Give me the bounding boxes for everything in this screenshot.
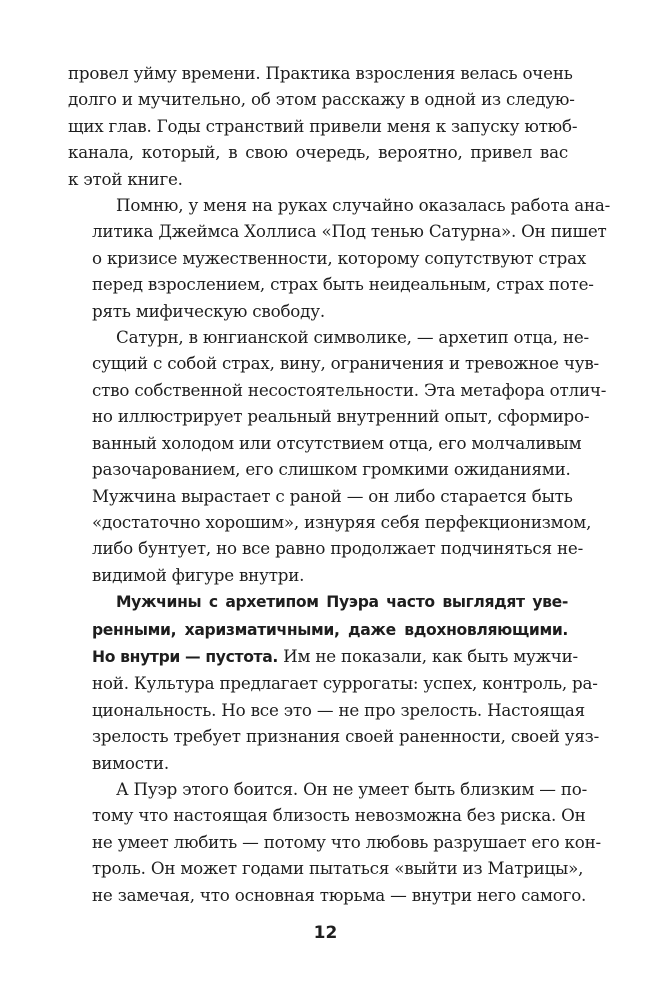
bold-text: ренными, харизматичными, даже вдохновляющими.	[92, 620, 568, 639]
paragraph-5	[68, 776, 601, 908]
text-line	[68, 643, 578, 670]
text-line: вимости.	[92, 752, 169, 773]
bold-text: Мужчины с архетипом Пуэра часто выглядят уве-	[116, 593, 568, 612]
text-line: литика Джеймса Холлиса «Под тенью Сатурна». Он пишет	[92, 221, 607, 242]
text-line: Сатурн, в юнгианской символике, — архетип отца, не-	[116, 327, 589, 348]
text-line: либо бунтует, но все равно продолжает подчиняться не-	[92, 538, 584, 559]
regular-text: Им не показали, как быть мужчи-	[278, 645, 578, 666]
text-line: о кризисе мужественности, которому сопутствуют страх	[92, 247, 587, 268]
text-line: канала, который, в свою очередь, вероятно, привел вас	[68, 142, 568, 163]
text-line: провел уйму времени. Практика взросления велась очень	[68, 63, 573, 83]
text-line: А Пуэр этого боится. Он не умеет быть близким — по-	[116, 778, 588, 799]
text-line: но иллюстрирует реальный внутренний опыт, сформиро-	[92, 406, 590, 427]
text-line: рять мифическую свободу.	[92, 300, 325, 321]
text-line: не замечая, что основная тюрьма — внутри него самого.	[92, 884, 587, 905]
paragraph-1	[68, 60, 578, 192]
paragraph-4	[68, 588, 600, 776]
text-line: ной. Культура предлагает суррогаты: успех, контроль, ра-	[92, 673, 598, 694]
text-line: видимой фигуре внутри.	[92, 564, 305, 585]
text-line: разочарованием, его слишком громкими ожиданиями.	[92, 459, 571, 480]
text-line: перед взрослением, страх быть неидеальным, страх поте-	[92, 274, 594, 295]
text-line: Мужчина вырастает с раной — он либо старается быть	[92, 485, 573, 506]
text-line: зрелость требует признания своей раненности, своей уяз-	[92, 726, 600, 747]
text-line: сущий с собой страх, вину, ограничения и тревожное чув-	[92, 353, 599, 374]
text-line: не умеет любить — потому что любовь разрушает его кон-	[92, 831, 601, 852]
paragraph-2	[68, 192, 611, 324]
paragraph-3	[68, 324, 607, 588]
text-line: к этой книге.	[68, 168, 183, 189]
text-line: циональность. Но все это — не про зрелость. Настоящая	[92, 699, 585, 720]
text-line: ванный холодом или отсутствием отца, его молчаливым	[92, 432, 582, 453]
text-line	[68, 616, 568, 643]
text-line: троль. Он может годами пытаться «выйти из Матрицы»,	[92, 858, 584, 879]
body-text	[68, 60, 611, 908]
text-line: тому что настоящая близость невозможна без риска. Он	[92, 805, 586, 826]
page-number: 12	[313, 923, 338, 943]
text-line: щих глав. Годы странствий привели меня к запуску ютюб-	[68, 115, 578, 136]
text-line: «достаточно хорошим», изнуряя себя перфекционизмом,	[92, 511, 592, 532]
bold-text: Но внутри — пустота.	[92, 647, 278, 666]
text-line	[68, 588, 568, 615]
text-line: ство собственной несостоятельности. Эта метафора отлич-	[92, 379, 607, 400]
text-line: Помню, у меня на руках случайно оказалась работа ана-	[116, 195, 611, 216]
text-line: долго и мучительно, об этом расскажу в одной из следую-	[68, 89, 575, 110]
